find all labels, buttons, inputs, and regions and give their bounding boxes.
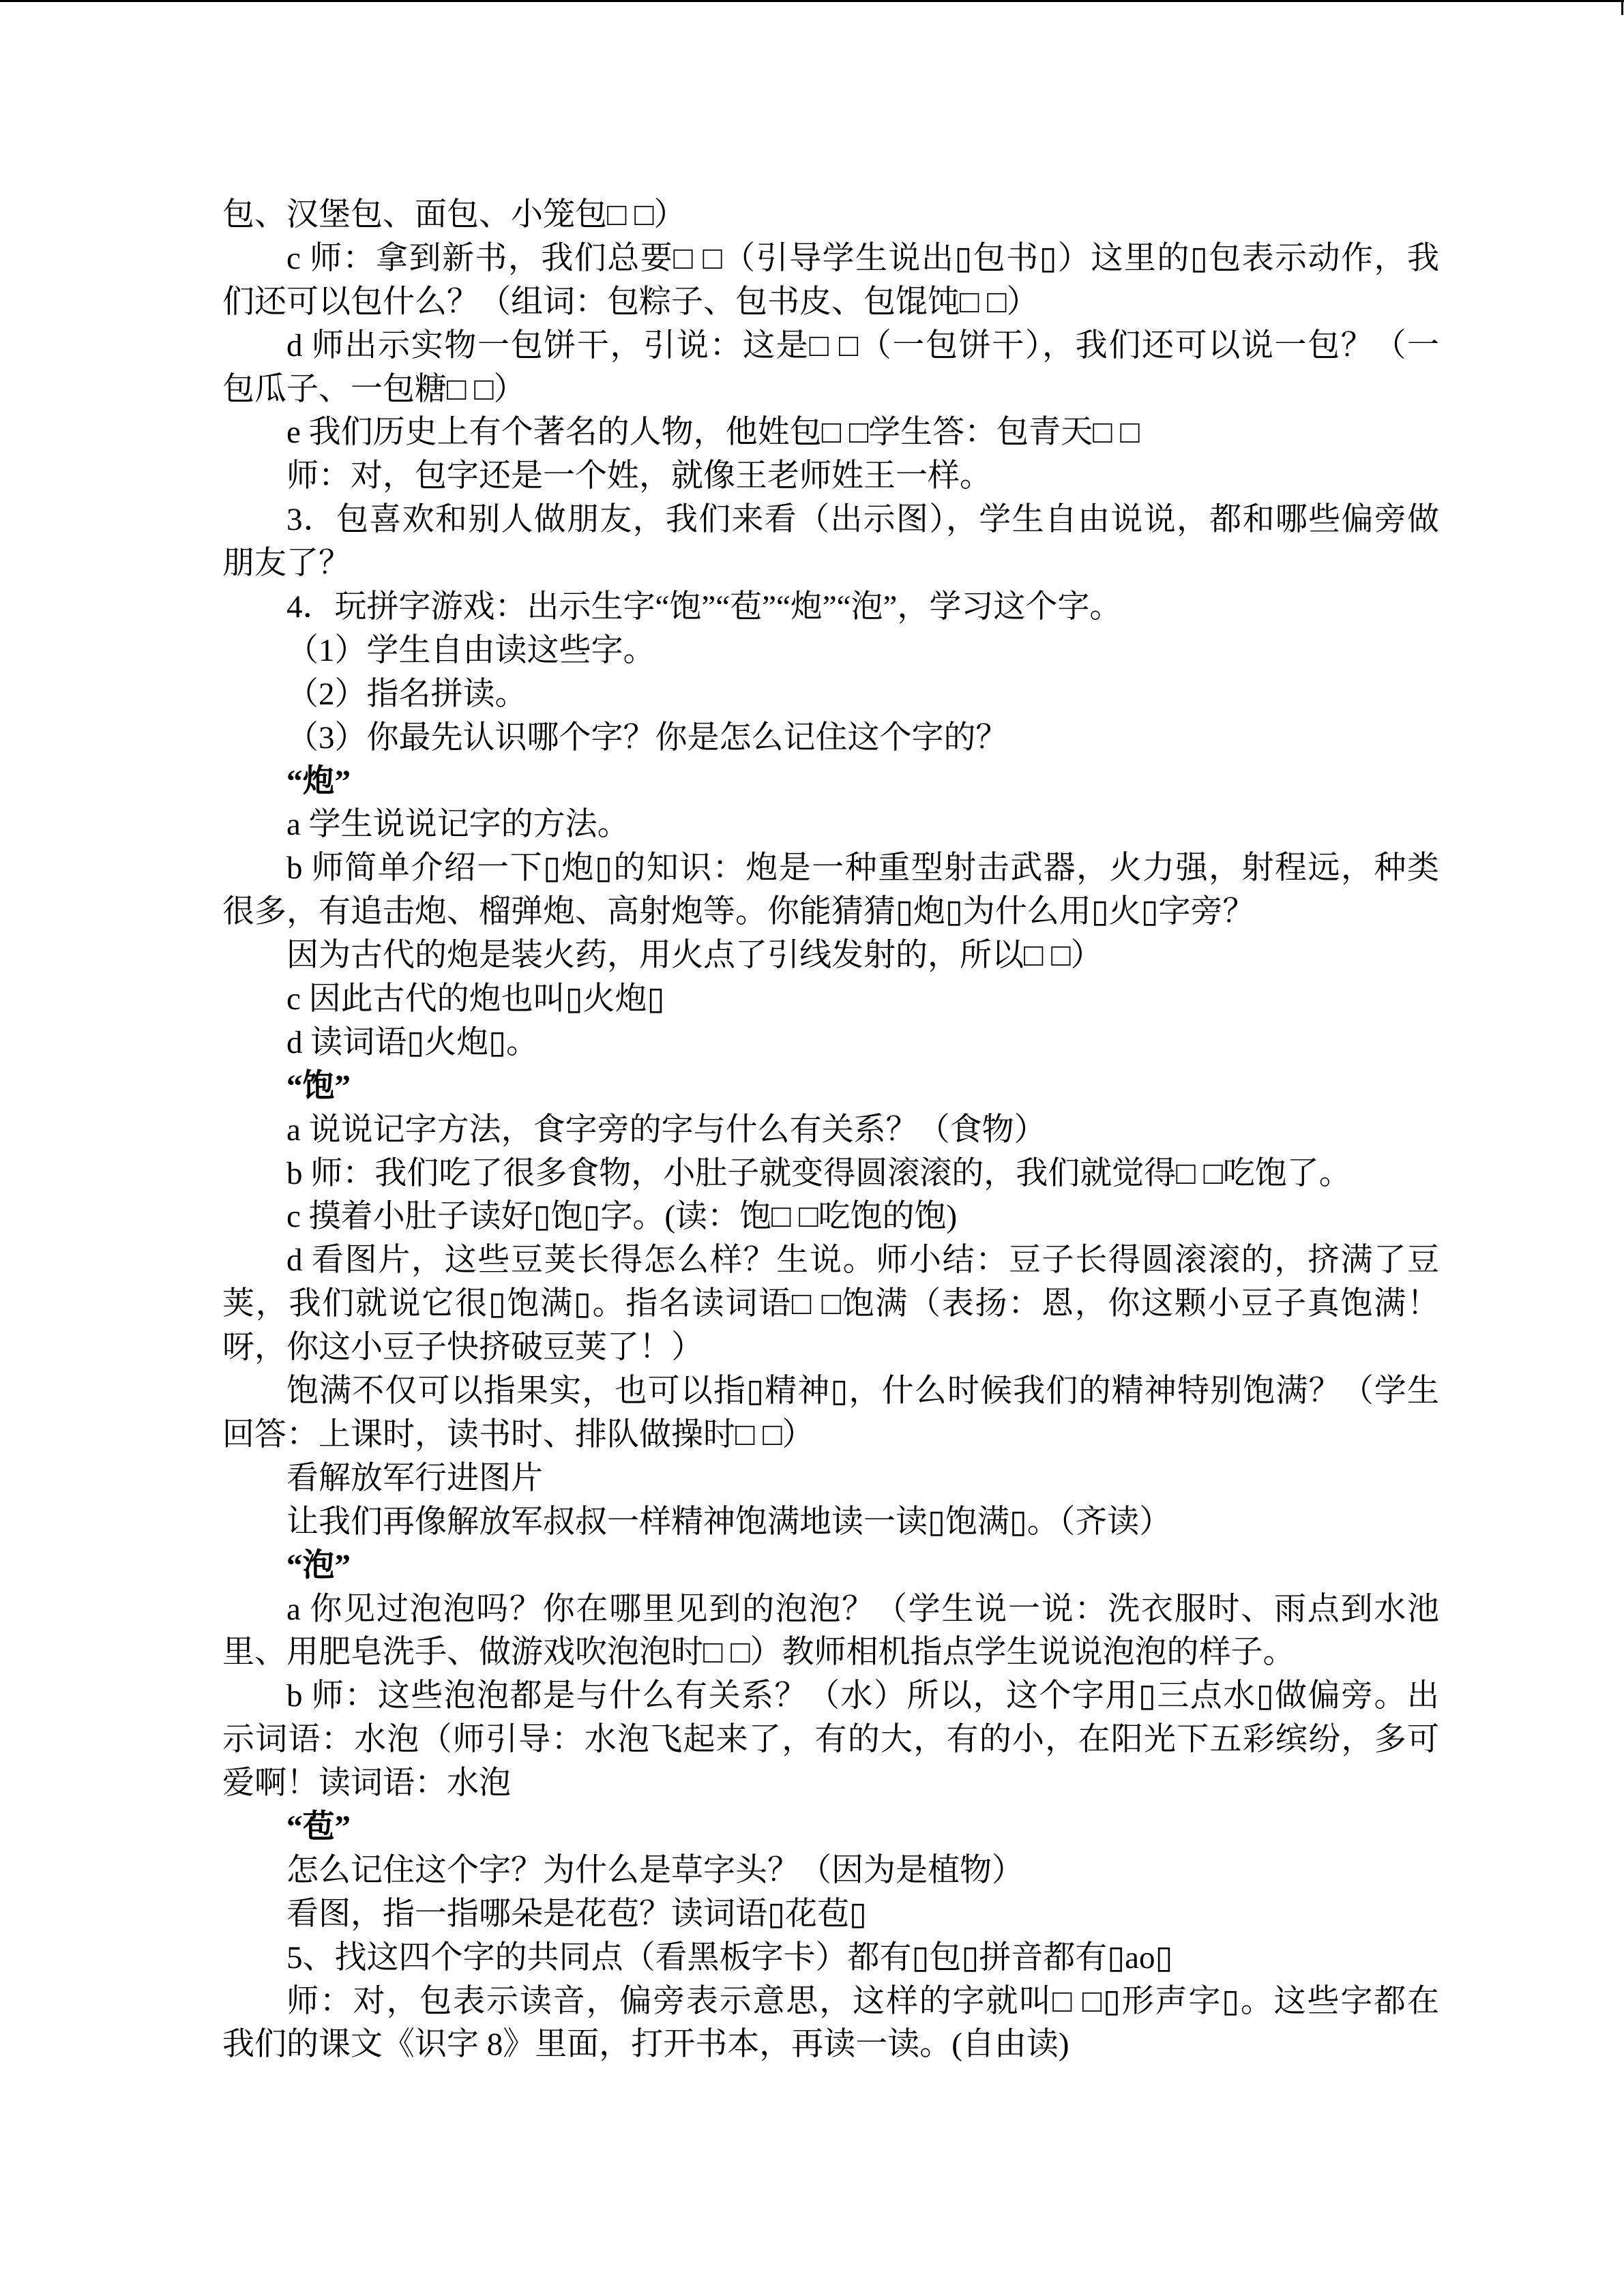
paragraph-line: （1）学生自由读这些字。 [286,632,655,668]
paragraph [222,847,1439,934]
paragraph [222,498,1439,586]
section-heading [222,1806,1439,1849]
paragraph-line: b 师简单介绍一下▯炮▯的知识：炮是一种重型射击武器，火力强，射程远，种类 [286,850,1439,886]
paragraph-line: b 师：这些泡泡都是与什么有关系？（水）所以，这个字用▯三点水▯做偏旁。出 [286,1678,1439,1714]
paragraph [222,1370,1439,1457]
paragraph [222,325,1439,412]
paragraph-line: 朋友了？ [222,546,351,582]
paragraph-line: a 说说记字方法，食字旁的字与什么有关系？（食物） [286,1112,1046,1148]
paragraph-line: （3）你最先认识哪个字？你是怎么记住这个字的？ [286,719,1008,756]
paragraph-line: b 师：我们吃了很多食物，小肚子就变得圆滚滚的，我们就觉得□ □吃饱了。 [286,1155,1351,1191]
paragraph-line: 荚，我们就说它很▯饱满▯。指名读词语□ □饱满（表扬：恩，你这颗小豆子真饱满！ [222,1286,1439,1322]
paragraph-line: 因为古代的炮是装火药，用火点了引线发射的，所以□ □） [286,938,1103,974]
section-heading [222,1545,1439,1588]
paragraph-line: 爱啊！读词语：水泡 [222,1765,511,1802]
paragraph-line: 包瓜子、一包糖□ □） [222,371,526,407]
paragraph-line: c 师：拿到新书，我们总要□ □（引导学生说出▯包书▯）这里的▯包表示动作，我 [286,240,1439,276]
paragraph [222,803,1439,847]
paragraph-line: e 我们历史上有个著名的人物，他姓包□ □学生答：包青天□ □ [286,415,1140,451]
paragraph-line: 怎么记住这个字？为什么是草字头？（因为是植物） [286,1852,1024,1888]
paragraph-line: 们还可以包什么？（组词：包粽子、包书皮、包馄饨□ □） [222,284,1039,320]
paragraph-line: 4．玩拼字游戏：出示生字“饱”“苞”“炮”“泡”，学习这个字。 [286,589,1122,625]
paragraph-line: d 师出示实物一包饼干，引说：这是□ □（一包饼干），我们还可以说一包？（一 [286,327,1439,363]
section-heading [222,1065,1439,1109]
paragraph [222,1109,1439,1152]
paragraph [222,1239,1439,1370]
paragraph [222,1937,1439,1980]
paragraph [222,411,1439,455]
paragraph-line: 包、汉堡包、面包、小笼包□ □） [222,197,686,233]
paragraph [222,934,1439,978]
section-heading-text: “炮” [286,763,351,799]
paragraph-line: 让我们再像解放军叔叔一样精神饱满地读一读▯饱满▯。（齐读） [286,1504,1172,1540]
paragraph [222,978,1439,1022]
paragraph-line: 我们的课文《识字 8》里面，打开书本，再读一读。(自由读) [222,2027,1069,2063]
paragraph-line: 师：对，包字还是一个姓，就像王老师姓王一样。 [286,458,992,494]
paragraph [222,194,1439,237]
paragraph-line: 饱满不仅可以指果实，也可以指▯精神▯，什么时候我们的精神特别饱满？（学生 [286,1373,1439,1410]
paragraph-line: 3．包喜欢和别人做朋友，我们来看（出示图），学生自由说说，都和哪些偏旁做 [286,502,1439,538]
paragraph [222,1195,1439,1239]
paragraph-line: c 摸着小肚子读好▯饱▯字。(读：饱□ □吃饱的饱) [286,1199,958,1235]
paragraph-line: 里、用肥皂洗手、做游戏吹泡泡时□ □）教师相机指点学生说说泡泡的样子。 [222,1635,1295,1671]
paragraph [222,629,1439,673]
paragraph [222,717,1439,760]
paragraph [222,1501,1439,1545]
section-heading-text: “苞” [286,1808,351,1845]
section-heading-text: “泡” [286,1547,351,1583]
paragraph-line: 呀，你这小豆子快挤破豆荚了！） [222,1330,703,1366]
paragraph-line: 5、找这四个字的共同点（看黑板字卡）都有▯包▯拼音都有▯ao▯ [286,1939,1173,1976]
paragraph [222,237,1439,325]
paragraph [222,1980,1439,2068]
paragraph [222,455,1439,498]
section-heading-text: “饱” [286,1068,351,1104]
paragraph-line: 很多，有追击炮、榴弹炮、高射炮等。你能猜猜▯炮▯为什么用▯火▯字旁？ [222,894,1255,930]
paragraph [222,1588,1439,1675]
section-heading [222,760,1439,804]
paragraph [222,1152,1439,1196]
paragraph [222,1022,1439,1065]
paragraph-line: d 读词语▯火炮▯。 [286,1024,538,1060]
paragraph [222,586,1439,629]
paragraph-line: 回答：上课时，读书时、排队做操时□ □） [222,1416,814,1452]
paragraph-line: 看解放军行进图片 [286,1460,543,1496]
paragraph [222,1893,1439,1937]
paragraph-line: 示词语：水泡（师引导：水泡飞起来了，有的大，有的小，在阳光下五彩缤纷，多可 [222,1722,1439,1758]
paragraph [222,1849,1439,1893]
paragraph-line: a 学生说说记字的方法。 [286,807,630,843]
paragraph-line: 看图，指一指哪朵是花苞？读词语▯花苞▯ [286,1896,867,1932]
paragraph [222,673,1439,717]
paragraph-line: d 看图片，这些豆荚长得怎么样？生说。师小结：豆子长得圆滚滚的，挤满了豆 [286,1242,1439,1279]
paragraph-line: a 你见过泡泡吗？你在哪里见到的泡泡？（学生说一说：洗衣服时、雨点到水池 [286,1591,1439,1627]
paragraph [222,1675,1439,1806]
page-edge-right [1621,0,1623,15]
paragraph-line: c 因此古代的炮也叫▯火炮▯ [286,981,665,1017]
page-edge-top [0,0,1624,2]
paragraph-line: 师：对，包表示读音，偏旁表示意思，这样的字就叫□ □▯形声字▯。这些字都在 [286,1983,1439,2019]
paragraph-line: （2）指名拼读。 [286,676,527,712]
paragraph [222,1457,1439,1501]
document-body [222,194,1439,2067]
